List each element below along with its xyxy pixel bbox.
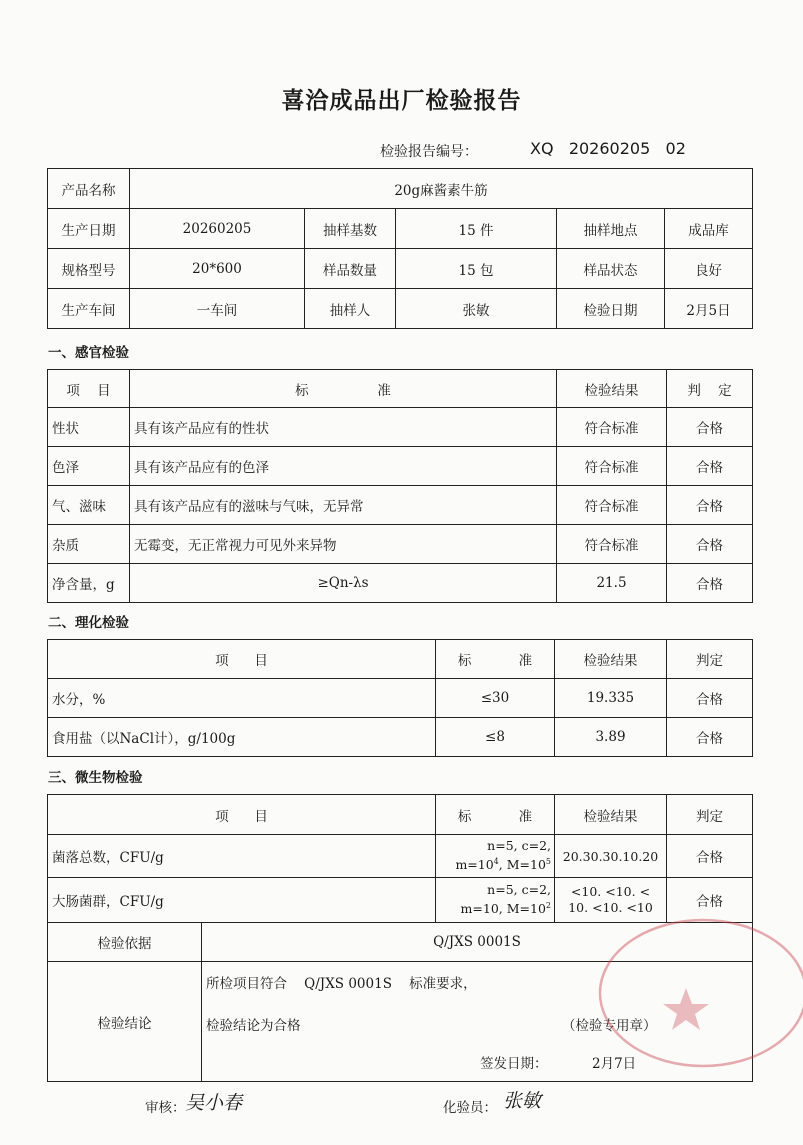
table-row [48,835,753,878]
sensory-verdict: 合格 [667,408,753,447]
conclusion-line1: 所检项目符合 Q/JXS 0001S 标准要求， [206,976,477,992]
issue-date-label: 签发日期： [480,1056,548,1072]
inspect-date-label: 检验日期 [557,289,665,329]
micro-header-verdict: 判定 [667,795,753,835]
physchem-header-result: 检验结果 [555,640,667,679]
sensory-header-item: 项 目 [48,370,130,408]
sample-place-label: 抽样地点 [557,209,665,249]
micro-result-line1: <10. <10. < [570,884,651,899]
basis-value: Q/JXS 0001S [202,923,753,962]
micro-standard-m: m=10, M=10 [460,901,546,917]
sensory-result: 符合标准 [557,525,667,564]
reviewer-signature: 吴小春 [185,1092,243,1114]
physchem-header-item: 项 目 [48,640,436,679]
micro-standard-m: m=10 [455,857,494,873]
inspect-date: 2月5日 [665,289,753,329]
micro-standard [436,835,555,878]
sample-state-label: 样品状态 [557,249,665,289]
sensory-item: 色泽 [48,447,130,486]
sensory-header-standard: 标 准 [130,370,557,408]
sample-qty-label: 样品数量 [305,249,396,289]
sample-base: 15 件 [396,209,557,249]
table-row [48,679,753,718]
section-sensory-title: 一、感官检验 [48,345,129,361]
table-row [48,525,753,564]
micro-header-result: 检验结果 [555,795,667,835]
micro-verdict: 合格 [667,878,753,923]
micro-item: 大肠菌群，CFU/g [48,878,436,923]
sensory-item: 气、滋味 [48,486,130,525]
sensory-result: 符合标准 [557,408,667,447]
conclusion-label: 检验结论 [48,962,202,1082]
micro-item: 菌落总数，CFU/g [48,835,436,878]
sensory-header-verdict: 判 定 [667,370,753,408]
report-number [380,139,686,161]
conclusion-line2: 检验结论为合格 [206,1018,301,1034]
info-table [47,168,753,329]
report-number-value: XQ 20260205 02 [530,139,686,158]
product-name: 20g麻酱素牛筋 [130,169,753,209]
sample-state: 良好 [665,249,753,289]
physchem-result: 19.335 [555,679,667,718]
reviewer-label: 审核： [145,1100,186,1116]
sensory-table [47,369,753,603]
prod-date-label: 生产日期 [48,209,130,249]
sensory-standard: ≥Qn-λs [130,564,557,603]
sensory-header-result: 检验结果 [557,370,667,408]
sample-base-label: 抽样基数 [305,209,396,249]
sensory-item: 性状 [48,408,130,447]
physchem-standard: ≤8 [436,718,555,757]
section-micro-title: 三、微生物检验 [48,770,143,786]
sensory-result: 符合标准 [557,447,667,486]
section-physchem-title: 二、理化检验 [48,615,129,631]
sensory-standard: 具有该产品应有的性状 [130,408,557,447]
sensory-item: 净含量，g [48,564,130,603]
basis-label: 检验依据 [48,923,202,962]
sensory-verdict: 合格 [667,525,753,564]
workshop: 一车间 [130,289,305,329]
sensory-result: 21.5 [557,564,667,603]
issue-date: 2月7日 [592,1056,637,1072]
spec-label: 规格型号 [48,249,130,289]
inspector-label: 化验员： [443,1100,497,1116]
table-row [48,486,753,525]
sensory-standard: 无霉变，无正常视力可见外来异物 [130,525,557,564]
report-number-label: 检验报告编号： [380,144,478,160]
product-name-label: 产品名称 [48,169,130,209]
inspector-signature: 张敏 [503,1090,542,1112]
seal-text: （检验专用章） [562,1018,657,1034]
sampler-label: 抽样人 [305,289,396,329]
spec: 20*600 [130,249,305,289]
sensory-verdict: 合格 [667,486,753,525]
sensory-standard: 具有该产品应有的色泽 [130,447,557,486]
prod-date: 20260205 [130,209,305,249]
physchem-header-verdict: 判定 [667,640,753,679]
physchem-verdict: 合格 [667,718,753,757]
sample-qty: 15 包 [396,249,557,289]
sensory-verdict: 合格 [667,564,753,603]
physchem-table [47,639,753,757]
physchem-item: 食用盐（以NaCl计），g/100g [48,718,436,757]
micro-standard [436,878,555,923]
micro-header-standard: 标 准 [436,795,555,835]
sensory-verdict: 合格 [667,447,753,486]
micro-standard-M: , M=10 [498,857,546,873]
seal-star-icon [663,988,709,1030]
sensory-item: 杂质 [48,525,130,564]
micro-result-line2: 10. <10. <10 [568,900,653,915]
table-row [48,718,753,757]
physchem-standard: ≤30 [436,679,555,718]
physchem-verdict: 合格 [667,679,753,718]
physchem-item: 水分，% [48,679,436,718]
report-title: 喜洽成品出厂检验报告 [281,88,522,114]
micro-standard-M-exp: 5 [545,857,551,867]
table-row [48,564,753,603]
table-row [48,447,753,486]
micro-standard-M-exp: 2 [545,901,551,911]
micro-verdict: 合格 [667,835,753,878]
inspection-seal [596,916,803,1070]
micro-standard-line1: n=5, c=2, [487,882,551,898]
table-row [48,408,753,447]
sensory-standard: 具有该产品应有的滋味与气味，无异常 [130,486,557,525]
workshop-label: 生产车间 [48,289,130,329]
sampler: 张敏 [396,289,557,329]
physchem-result: 3.89 [555,718,667,757]
sensory-result: 符合标准 [557,486,667,525]
micro-result: 20.30.30.10.20 [555,835,667,878]
micro-header-item: 项 目 [48,795,436,835]
physchem-header-standard: 标 准 [436,640,555,679]
sample-place: 成品库 [665,209,753,249]
micro-standard-m-exp: 4 [493,857,499,867]
micro-standard-line1: n=5, c=2, [487,838,551,854]
